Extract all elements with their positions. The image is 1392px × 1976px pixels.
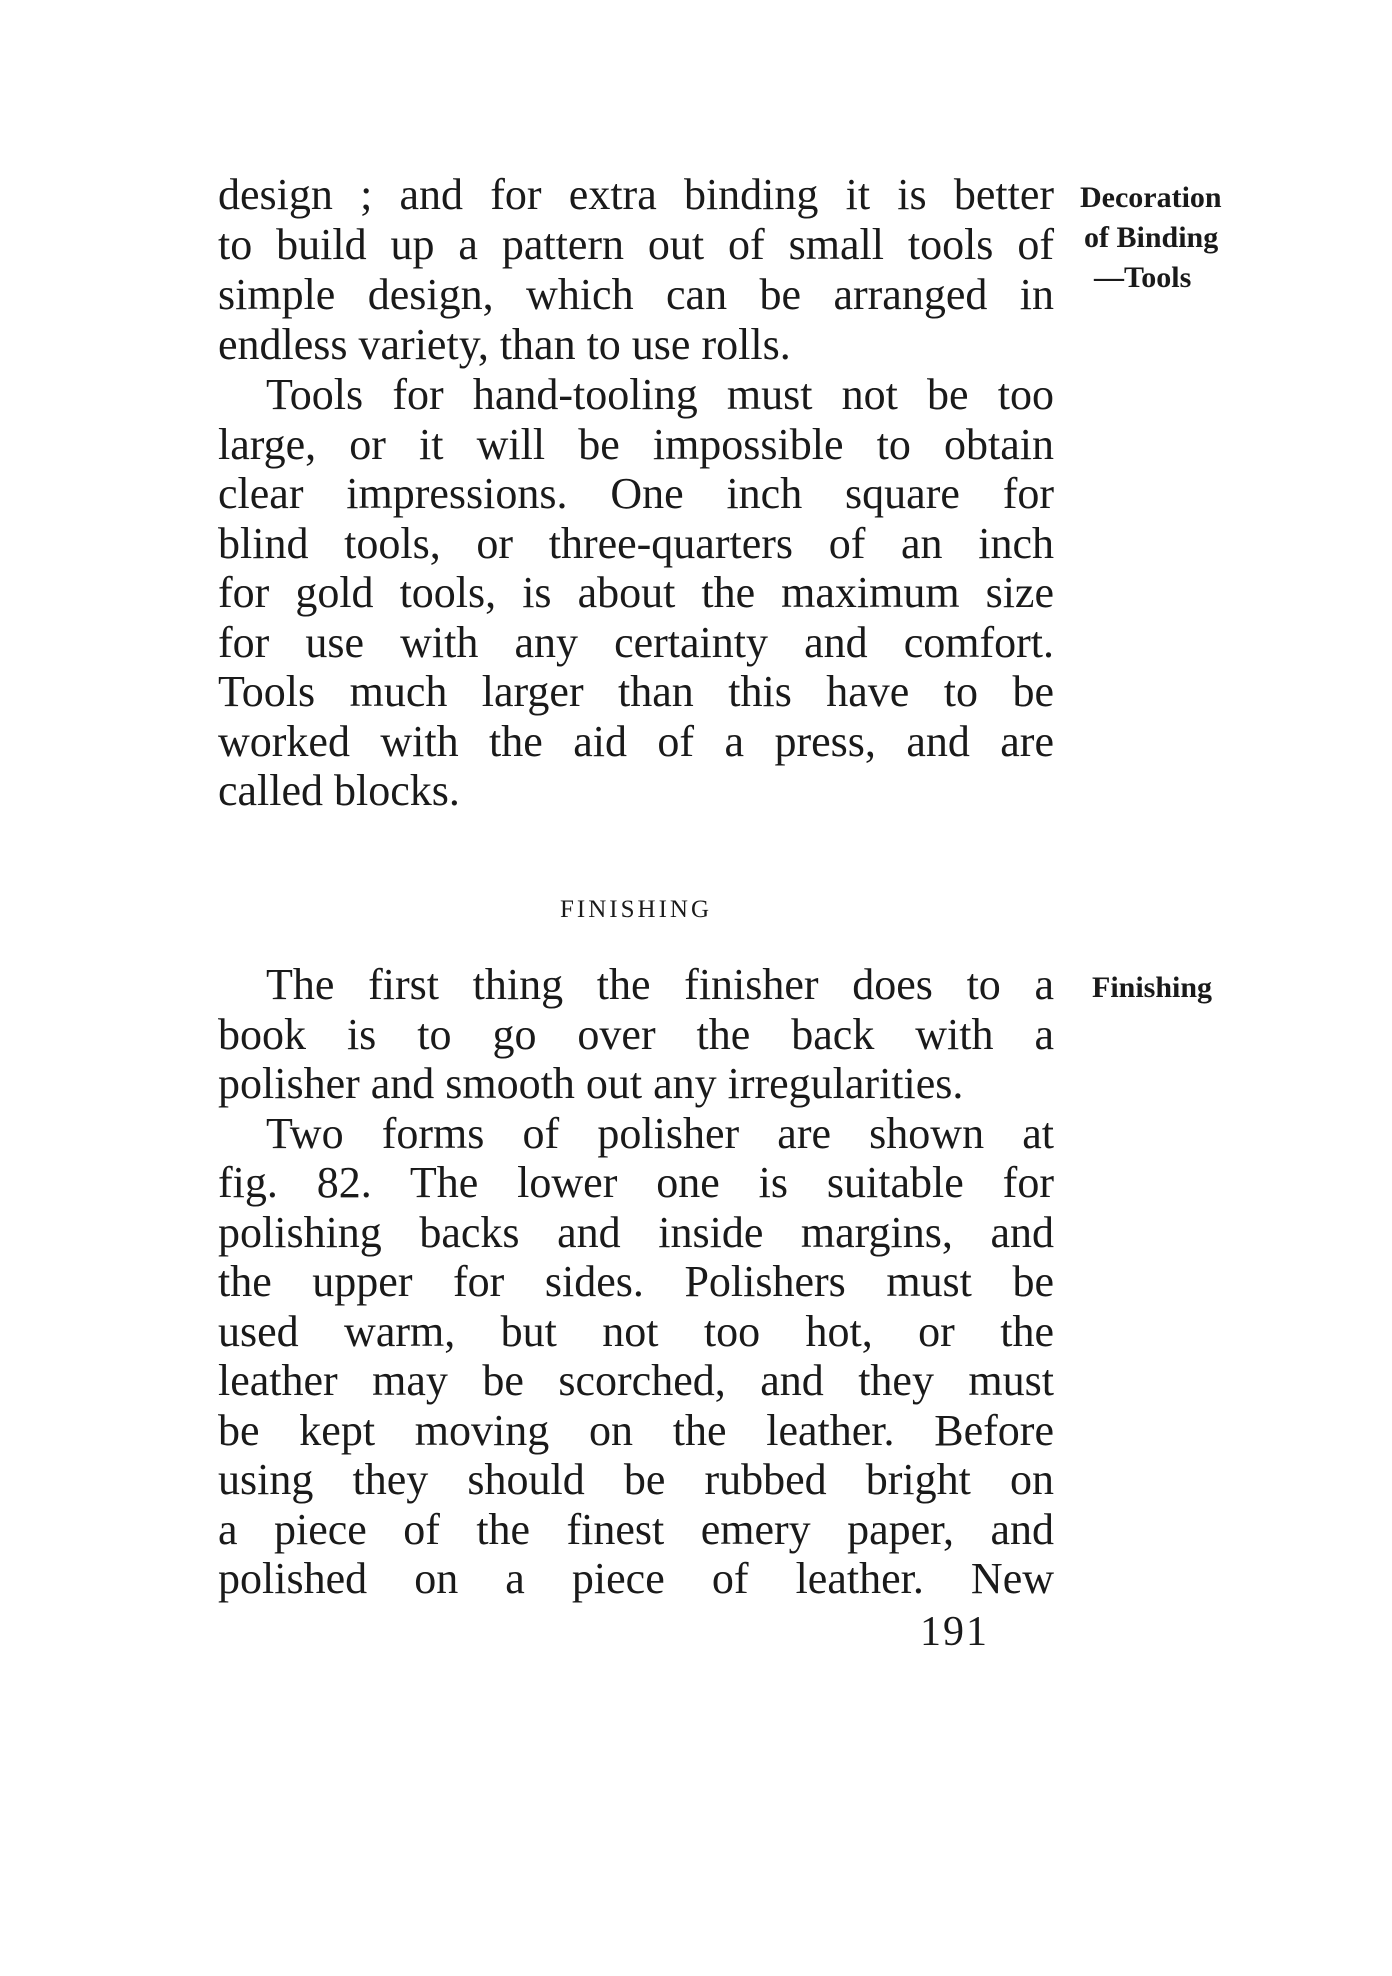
body-line: The first thing the finisher does to a bbox=[266, 960, 1054, 1009]
body-line: design ; and for extra binding it is better bbox=[218, 170, 1054, 219]
body-line: used warm, but not too hot, or the bbox=[218, 1307, 1054, 1356]
body-line: endless variety, than to use rolls. bbox=[218, 320, 791, 369]
body-line: large, or it will be impossible to obtain bbox=[218, 420, 1054, 469]
body-line: called blocks. bbox=[218, 766, 460, 815]
side-note-decoration-line1: Decoration bbox=[1080, 181, 1222, 214]
body-line: Tools much larger than this have to be bbox=[218, 667, 1054, 716]
section-heading: FINISHING bbox=[560, 896, 712, 923]
body-line: for use with any certainty and comfort. bbox=[218, 618, 1054, 667]
body-line: polisher and smooth out any irregularities. bbox=[218, 1059, 964, 1108]
body-line: the upper for sides. Polishers must be bbox=[218, 1257, 1054, 1306]
body-line: simple design, which can be arranged in bbox=[218, 270, 1054, 319]
page-number: 191 bbox=[920, 1609, 989, 1655]
side-note-decoration-line2: of Binding bbox=[1084, 221, 1219, 254]
body-line: Two forms of polisher are shown at bbox=[266, 1109, 1054, 1158]
body-line: polishing backs and inside margins, and bbox=[218, 1208, 1054, 1257]
body-line: book is to go over the back with a bbox=[218, 1010, 1054, 1059]
body-line: a piece of the finest emery paper, and bbox=[218, 1505, 1054, 1554]
body-line: clear impressions. One inch square for bbox=[218, 469, 1054, 518]
body-line: fig. 82. The lower one is suitable for bbox=[218, 1158, 1054, 1207]
body-line: using they should be rubbed bright on bbox=[218, 1455, 1054, 1504]
body-line: be kept moving on the leather. Before bbox=[218, 1406, 1054, 1455]
body-line: to build up a pattern out of small tools of bbox=[218, 220, 1054, 269]
body-line: polished on a piece of leather. New bbox=[218, 1554, 1054, 1603]
body-line: for gold tools, is about the maximum size bbox=[218, 568, 1054, 617]
side-note-decoration-line3: —Tools bbox=[1094, 261, 1192, 294]
body-line: leather may be scorched, and they must bbox=[218, 1356, 1054, 1405]
body-line: worked with the aid of a press, and are bbox=[218, 717, 1054, 766]
body-line: Tools for hand-tooling must not be too bbox=[266, 370, 1054, 419]
body-line: blind tools, or three-quarters of an inch bbox=[218, 519, 1054, 568]
side-note-finishing: Finishing bbox=[1092, 971, 1213, 1004]
